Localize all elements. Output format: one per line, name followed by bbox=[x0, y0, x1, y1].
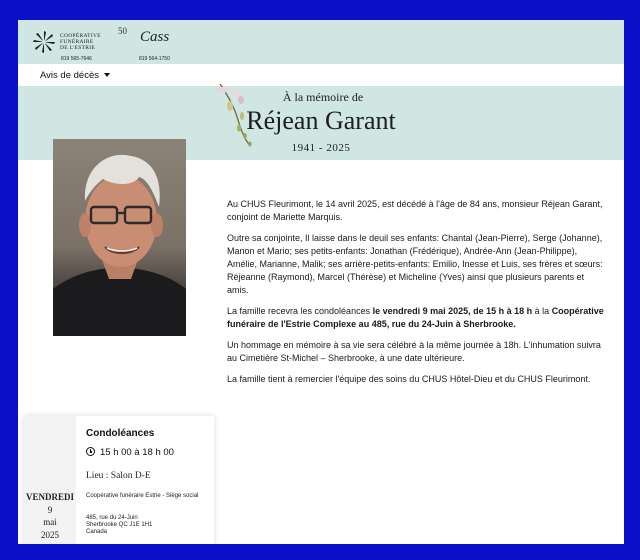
event-month: mai bbox=[43, 517, 57, 527]
deceased-name: Réjean Garant bbox=[246, 106, 396, 135]
portrait-illustration bbox=[53, 139, 186, 336]
obituary-paragraph: Un hommage en mémoire à sa vie sera célébré à la même journée à 18h. L'inhumation suivra au Cimetière St-Michel – Sherbrooke, à une date ultérieure. bbox=[227, 340, 601, 363]
coop-phone: 819 565-7646 bbox=[61, 56, 92, 62]
event-address-line: Sherbrooke QC J1E 1H1 bbox=[86, 522, 153, 528]
nav-item-label: Avis de décès bbox=[40, 70, 99, 81]
obituary-text bbox=[227, 198, 607, 394]
clock-icon bbox=[86, 447, 95, 456]
obituary-paragraph bbox=[227, 305, 607, 331]
memory-label: À la mémoire de bbox=[282, 90, 364, 104]
page-frame bbox=[18, 20, 624, 544]
obituary-paragraph: Outre sa conjointe, Il laisse dans le deuil ses enfants: Chantal (Jean-Pierre), Serge (Johanne), Manon et Mario; ses petits-enfants: Jonathan (Frédérique), Andrée-Ann (Jean-Philippe), Amélie, Marianne, Malik; ses arrière-petits-enfants: Emilio, Inesse et Luis, ses frères et sœurs: Réjeanne (Raymond), Marcel (Thérèse) et Micheline (Yves) ainsi que plusieurs parents et amis. bbox=[227, 233, 603, 295]
event-address-line: 485, rue du 24-Juin bbox=[86, 515, 138, 521]
event-date bbox=[24, 416, 76, 544]
event-place: Lieu : Salon D-E bbox=[86, 471, 151, 481]
coop-logo-line: FUNÉRAIRE bbox=[60, 39, 94, 45]
portrait-photo bbox=[53, 139, 186, 336]
event-card bbox=[24, 416, 214, 544]
event-title: Condoléances bbox=[86, 428, 155, 439]
life-years: 1941 - 2025 bbox=[291, 142, 351, 154]
obituary-date-highlight: le vendredi 9 mai 2025, de 15 h à 18 h bbox=[372, 306, 533, 316]
nav-item-avis-de-deces[interactable] bbox=[40, 70, 110, 81]
obituary-paragraph: Au CHUS Fleurimont, le 14 avril 2025, est décédé à l'âge de 84 ans, monsieur Réjean Garant, conjoint de Mariette Marquis. bbox=[227, 199, 603, 222]
anniversary-badge: 50 bbox=[118, 26, 127, 36]
obituary-text-run: à la bbox=[532, 306, 552, 316]
event-year: 2025 bbox=[41, 530, 59, 540]
caret-down-icon bbox=[104, 73, 110, 77]
site-header bbox=[18, 20, 624, 64]
coop-logo-line: DE L'ESTRIE bbox=[60, 45, 95, 51]
coop-logo-text bbox=[60, 33, 101, 51]
obituary-paragraph: La famille tient à remercier l'équipe des soins du CHUS Hôtel-Dieu et du CHUS Fleurimont. bbox=[227, 374, 591, 384]
main-nav bbox=[18, 64, 624, 86]
event-address-line: Canada bbox=[86, 529, 108, 535]
event-time bbox=[86, 447, 174, 458]
event-day-name: VENDREDI bbox=[25, 492, 74, 502]
event-organization: Coopérative funéraire Estrie - Siège social bbox=[86, 493, 199, 499]
event-address bbox=[86, 515, 206, 536]
rosette-icon bbox=[32, 30, 56, 54]
event-day-number: 9 bbox=[47, 505, 53, 515]
cass-phone: 819 564-1750 bbox=[139, 56, 170, 62]
obituary-place-highlight: Coopérative funéraire de l'Estrie Complexe au 485, rue du 24-Juin à Sherbrooke. bbox=[227, 306, 604, 329]
coop-logo-line: COOPÉRATIVE bbox=[60, 33, 101, 39]
event-time-label: 15 h 00 à 18 h 00 bbox=[100, 447, 174, 458]
cass-logo[interactable]: Cass bbox=[140, 29, 170, 45]
obituary-text-run: La famille recevra les condoléances bbox=[227, 306, 373, 316]
